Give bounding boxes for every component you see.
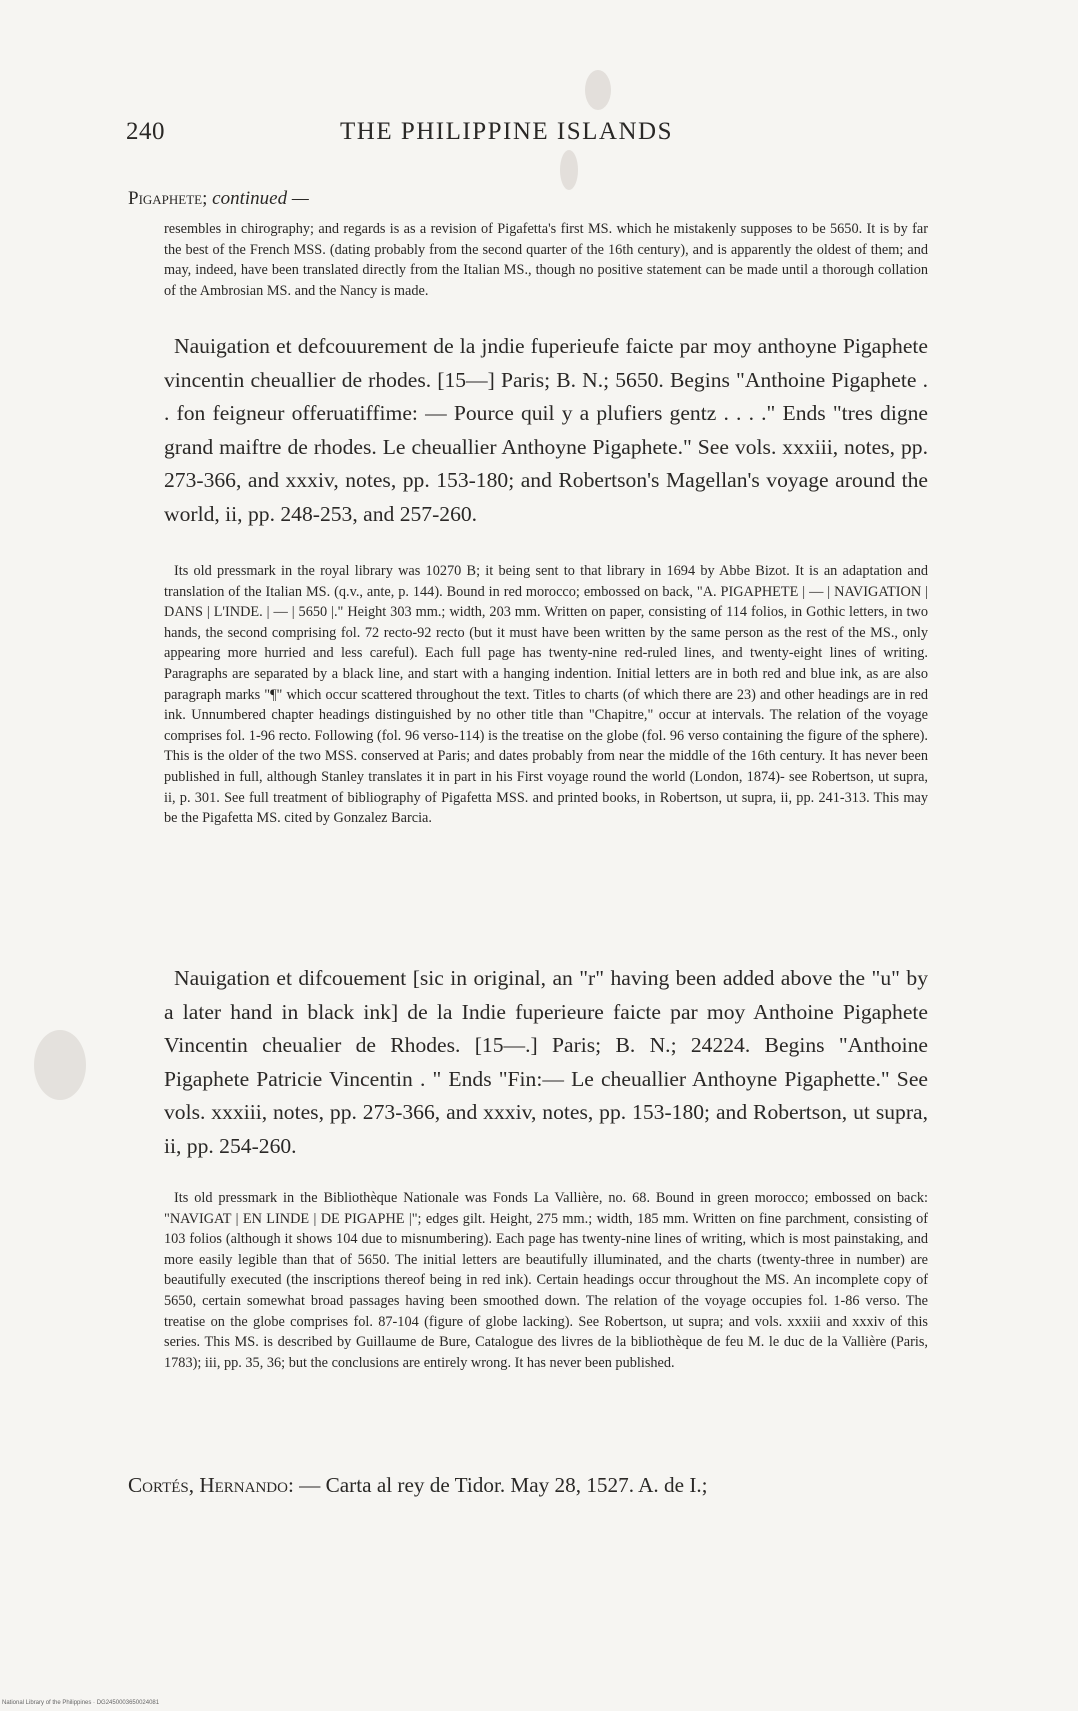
next-entry-text: — Carta al rey de Tidor. May 28, 1527. A. de I.; [299, 1473, 708, 1497]
ink-smudge [560, 150, 578, 190]
scan-footer: National Library of the Philippines · DG2450003650024081 [2, 1700, 160, 1706]
next-entry-name: Cortés, Hernando: [128, 1473, 294, 1497]
entry-5650-citation: Nauigation et defcouurement de la jndie fuperieufe faicte par moy anthoyne Pigaphete vincentin cheuallier de rhodes. [15—] Paris; B. N.; 5650. Begins "Anthoine Pigaphete . . fon feigneur offeruatiffime: — Pource quil y a plufiers gentz . . . ." Ends "tres digne grand maiftre de rhodes. Le cheuallier Anthoyne Pigaphete." See vols. xxxiii, notes, pp. 273-366, and xxxiv, notes, pp. 153-180; and Robertson's Magellan's voyage around the world, ii, pp. 248-253, and 257-260. [164, 334, 928, 526]
entry-24224-citation: Nauigation et difcouement [sic in original, an "r" having been added above the "u" by a later hand in black ink] de la Indie fuperieure faicte par moy Anthoine Pigaphete Vincentin cheualier de Rhodes. [15—.] Paris; B. N.; 24224. Begins "Anthoine Pigaphete Patricie Vincentin . " Ends "Fin:— Le cheuallier Anthoyne Pigaphette." See vols. xxxiii, notes, pp. 273-366, and xxxiv, notes, pp. 153-180; and Robertson, ut supra, ii, pp. 254-260. [164, 966, 928, 1158]
page-number: 240 [126, 118, 165, 145]
continued-note: resembles in chirography; and regards is as a revision of Pigafetta's first MS. which he mistakenly supposes to be 5650. It is by far the best of the French MSS. (dating probably from the second quarter of the 16th century), and is apparently the oldest of them; and may, indeed, have been translated directly from the Italian MS., though no positive statement can be made until a thorough collation of the Ambrosian MS. and the Nancy is made. [164, 221, 928, 299]
running-title: THE PHILIPPINE ISLANDS [340, 118, 673, 145]
entry-5650-note: Its old pressmark in the royal library was 10270 B; it being sent to that library in 1694 by Abbe Bizot. It is an adaptation and translation of the Italian MS. (q.v., ante, p. 144). Bound in red morocco; embossed on back, "A. PIGAPHETE | — | NAVIGATION | DANS | L'INDE. | — | 5650 |." Height 303 mm.; width, 203 mm. Written on paper, consisting of 114 folios, in Gothic letters, in two hands, the second comprising fol. 72 recto-92 recto (but it must have been written by the same person as the rest of the MS., only appearing more hurried and less careful). Each full page has twenty-nine red-ruled lines, and twenty-eight lines of writing. Paragraphs are separated by a black line, and start with a hanging indention. Initial letters are in both red and blue ink, as are also paragraph marks "¶" which occur scattered throughout the text. Titles to charts (of which there are 23) and other headings are in red ink. Unnumbered chapter headings distinguished by no other title than "Chapitre," occur at intervals. The relation of the voyage comprises fol. 1-96 recto. Following (fol. 96 verso-114) is the treatise on the globe (fol. 96 verso containing the figure of the sphere). This is the older of the two MSS. conserved at Paris; and dates probably from near the middle of the 16th century. It has never been published in full, although Stanley translates it in part in his First voyage round the world (London, 1874)- see Robertson, ut supra, ii, p. 301. See full treatment of bibliography of Pigafetta MSS. and printed books, in Robertson, ut supra, ii, pp. 241-313. This may be the Pigafetta MS. cited by Gonzalez Barcia. [164, 563, 928, 827]
entry-continued: continued — [212, 188, 309, 209]
ink-smudge [34, 1030, 86, 1100]
entry-24224-note: Its old pressmark in the Bibliothèque Nationale was Fonds La Vallière, no. 68. Bound in green morocco; embossed on back: "NAVIGAT | EN LINDE | DE PIGAPHE |"; edges gilt. Height, 275 mm.; width, 185 mm. Written on fine parchment, consisting of 103 folios (although it shows 104 due to misnumbering). Each page has twenty-nine lines of writing, which is most painstaking, and more easily legible than that of 5650. The initial letters are beautifully illuminated, and the charts (twenty-three in number) are beautifully executed (the inscriptions thereof being in red ink). Certain headings occur throughout the MS. An incomplete copy of 5650, certain somewhat broad passages having been smoothed down. The relation of the voyage occupies fol. 1-86 verso. The treatise on the globe comprises fol. 87-104 (figure of globe lacking). See Robertson, ut supra; and vols. xxxiii and xxxiv of this series. This MS. is described by Guillaume de Bure, Catalogue des livres de la bibliothèque de feu M. le duc de la Vallière (Paris, 1783); iii, pp. 35, 36; but the conclusions are entirely wrong. It has never been published. [164, 1190, 928, 1371]
next-entry [128, 1473, 948, 1498]
ink-smudge [585, 70, 611, 110]
entry-name: Pigaphete; [128, 188, 208, 209]
entry-heading [128, 188, 309, 210]
